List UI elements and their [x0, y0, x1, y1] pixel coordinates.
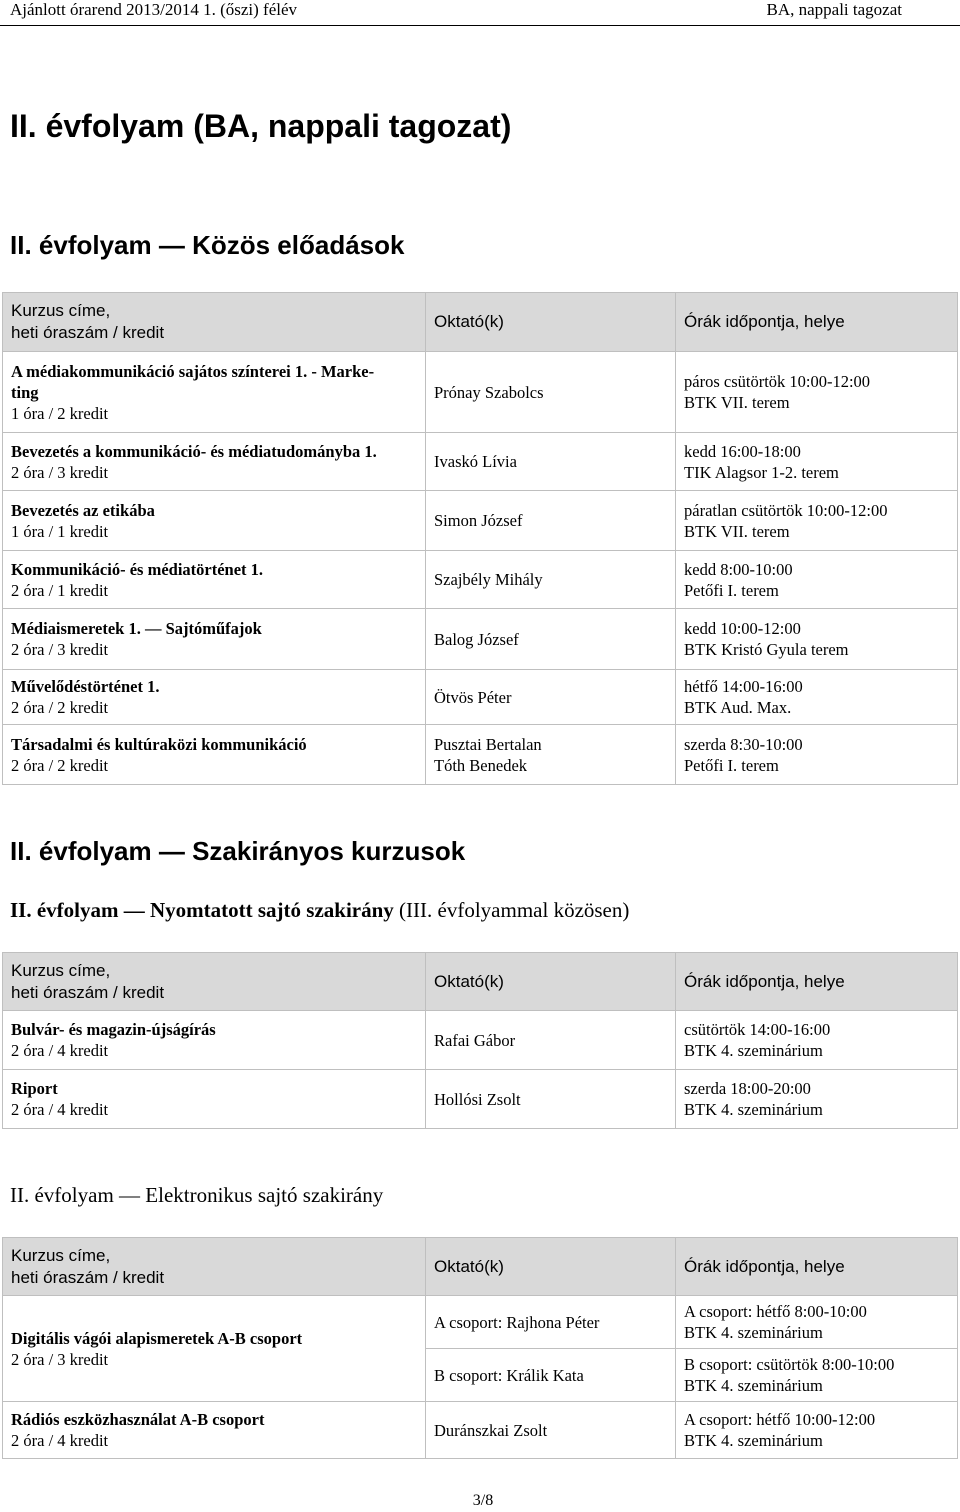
- page-title: II. évfolyam (BA, nappali tagozat): [10, 108, 512, 144]
- col-teacher-header: Oktató(k): [426, 953, 676, 1011]
- course-credit: 2 óra / 3 kredit: [11, 462, 109, 482]
- course-title: Művelődéstörténet 1.: [11, 677, 160, 696]
- course-time: csütörtök 14:00-16:00: [684, 1020, 831, 1039]
- common-lectures-table: [2, 292, 958, 785]
- course-teacher: Ivaskó Lívia: [426, 433, 676, 491]
- table-header-row: [3, 293, 958, 352]
- course-credit: 2 óra / 2 kredit: [11, 755, 109, 775]
- table-row: [3, 1402, 958, 1459]
- col-teacher-header: Oktató(k): [426, 293, 676, 352]
- course-title-cont: ting: [11, 382, 39, 402]
- course-teacher: Duránszkai Zsolt: [426, 1402, 676, 1459]
- table-row: [3, 1011, 958, 1070]
- electronic-track-table: [2, 1237, 958, 1459]
- course-teacher: Prónay Szabolcs: [426, 352, 676, 433]
- course-time: A csoport: hétfő 10:00-12:00: [684, 1410, 876, 1429]
- course-title: Rádiós eszközhasználat A-B csoport: [11, 1410, 265, 1429]
- table-row: [3, 352, 958, 433]
- course-title: Riport: [11, 1079, 58, 1098]
- col-course-header: Kurzus címe, heti óraszám / kredit: [3, 953, 426, 1011]
- course-teacher-2: Tóth Benedek: [434, 755, 528, 775]
- course-teacher: Szajbély Mihály: [426, 551, 676, 609]
- header-rule: [0, 25, 960, 26]
- col-time-header: Órák időpontja, helye: [676, 293, 958, 352]
- col-course-header: Kurzus címe, heti óraszám / kredit: [3, 293, 426, 352]
- course-teacher: Hollósi Zsolt: [426, 1070, 676, 1129]
- header-right: BA, nappali tagozat: [766, 0, 902, 19]
- subsection-heading-electronic: II. évfolyam — Elektronikus sajtó szakirány: [10, 1183, 384, 1207]
- table-row: [3, 1070, 958, 1129]
- course-time: kedd 16:00-18:00: [684, 441, 801, 461]
- table-row: [3, 670, 958, 725]
- course-place-group-a: BTK 4. szeminárium: [684, 1323, 823, 1342]
- col-teacher-header: Oktató(k): [426, 1238, 676, 1296]
- course-credit: 2 óra / 3 kredit: [11, 1349, 109, 1369]
- section-heading-common: II. évfolyam — Közös előadások: [10, 230, 405, 260]
- table-header-row: [3, 1238, 958, 1296]
- course-time: hétfő 14:00-16:00: [684, 677, 803, 696]
- course-teacher-group-a: A csoport: Rajhona Péter: [426, 1296, 676, 1349]
- table-row: [3, 551, 958, 609]
- course-place: BTK VII. terem: [684, 521, 790, 541]
- course-title: Bevezetés a kommunikáció- és médiatudományba 1.: [11, 441, 377, 461]
- course-credit: 2 óra / 3 kredit: [11, 640, 109, 659]
- table-header-row: [3, 953, 958, 1011]
- course-place: BTK 4. szeminárium: [684, 1100, 823, 1119]
- section-heading-specialized: II. évfolyam — Szakirányos kurzusok: [10, 836, 466, 866]
- course-time: páros csütörtök 10:00-12:00: [684, 372, 871, 391]
- subsection-heading-print: II. évfolyam — Nyomtatott sajtó szakirány (III. évfolyammal közösen): [10, 898, 630, 922]
- course-credit: 2 óra / 4 kredit: [11, 1431, 109, 1450]
- course-teacher: Pusztai Bertalan: [434, 734, 542, 754]
- course-time-group-a: A csoport: hétfő 8:00-10:00: [684, 1302, 867, 1321]
- course-place: TIK Alagsor 1-2. terem: [684, 462, 839, 482]
- course-place: BTK 4. szeminárium: [684, 1431, 823, 1450]
- course-credit: 2 óra / 1 kredit: [11, 580, 109, 600]
- course-time: páratlan csütörtök 10:00-12:00: [684, 500, 888, 520]
- course-teacher: Simon József: [426, 491, 676, 551]
- course-credit: 2 óra / 2 kredit: [11, 698, 109, 717]
- course-credit: 2 óra / 4 kredit: [11, 1041, 109, 1060]
- col-course-header: Kurzus címe, heti óraszám / kredit: [3, 1238, 426, 1296]
- course-teacher-group-b: B csoport: Králik Kata: [426, 1349, 676, 1402]
- course-time: szerda 18:00-20:00: [684, 1079, 811, 1098]
- course-teacher: Ötvös Péter: [426, 670, 676, 725]
- course-credit: 1 óra / 1 kredit: [11, 521, 109, 541]
- course-time: szerda 8:30-10:00: [684, 734, 803, 754]
- table-row: [3, 491, 958, 551]
- course-title: Bevezetés az etikába: [11, 500, 155, 520]
- page-number: 3/8: [472, 1492, 494, 1509]
- course-title: Kommunikáció- és médiatörténet 1.: [11, 559, 264, 579]
- course-time: kedd 10:00-12:00: [684, 619, 801, 638]
- course-title: A médiakommunikáció sajátos színterei 1. - Marke-: [11, 361, 375, 381]
- course-title: Digitális vágói alapismeretek A-B csoport: [11, 1328, 303, 1348]
- course-place-group-b: BTK 4. szeminárium: [684, 1376, 823, 1395]
- course-credit: 1 óra / 2 kredit: [11, 403, 109, 423]
- course-title: Médiaismeretek 1. — Sajtóműfajok: [11, 619, 262, 638]
- course-place: BTK 4. szeminárium: [684, 1041, 823, 1060]
- header-left: Ajánlott órarend 2013/2014 1. (őszi) félév: [10, 0, 298, 19]
- course-place: BTK VII. terem: [684, 393, 790, 412]
- table-row: [3, 725, 958, 785]
- table-row: [3, 609, 958, 670]
- table-row: [3, 1296, 958, 1349]
- course-place: Petőfi I. terem: [684, 580, 779, 600]
- course-title: Társadalmi és kultúraközi kommunikáció: [11, 734, 307, 754]
- course-title: Bulvár- és magazin-újságírás: [11, 1020, 216, 1039]
- table-row: [3, 433, 958, 491]
- course-teacher: Balog József: [426, 609, 676, 670]
- course-teacher: Rafai Gábor: [426, 1011, 676, 1070]
- course-credit: 2 óra / 4 kredit: [11, 1100, 109, 1119]
- course-place: BTK Aud. Max.: [684, 698, 792, 717]
- course-place: Petőfi I. terem: [684, 755, 779, 775]
- col-time-header: Órák időpontja, helye: [676, 1238, 958, 1296]
- course-time-group-b: B csoport: csütörtök 8:00-10:00: [684, 1355, 895, 1374]
- print-track-table: [2, 952, 958, 1129]
- course-time: kedd 8:00-10:00: [684, 559, 793, 579]
- course-place: BTK Kristó Gyula terem: [684, 640, 849, 659]
- col-time-header: Órák időpontja, helye: [676, 953, 958, 1011]
